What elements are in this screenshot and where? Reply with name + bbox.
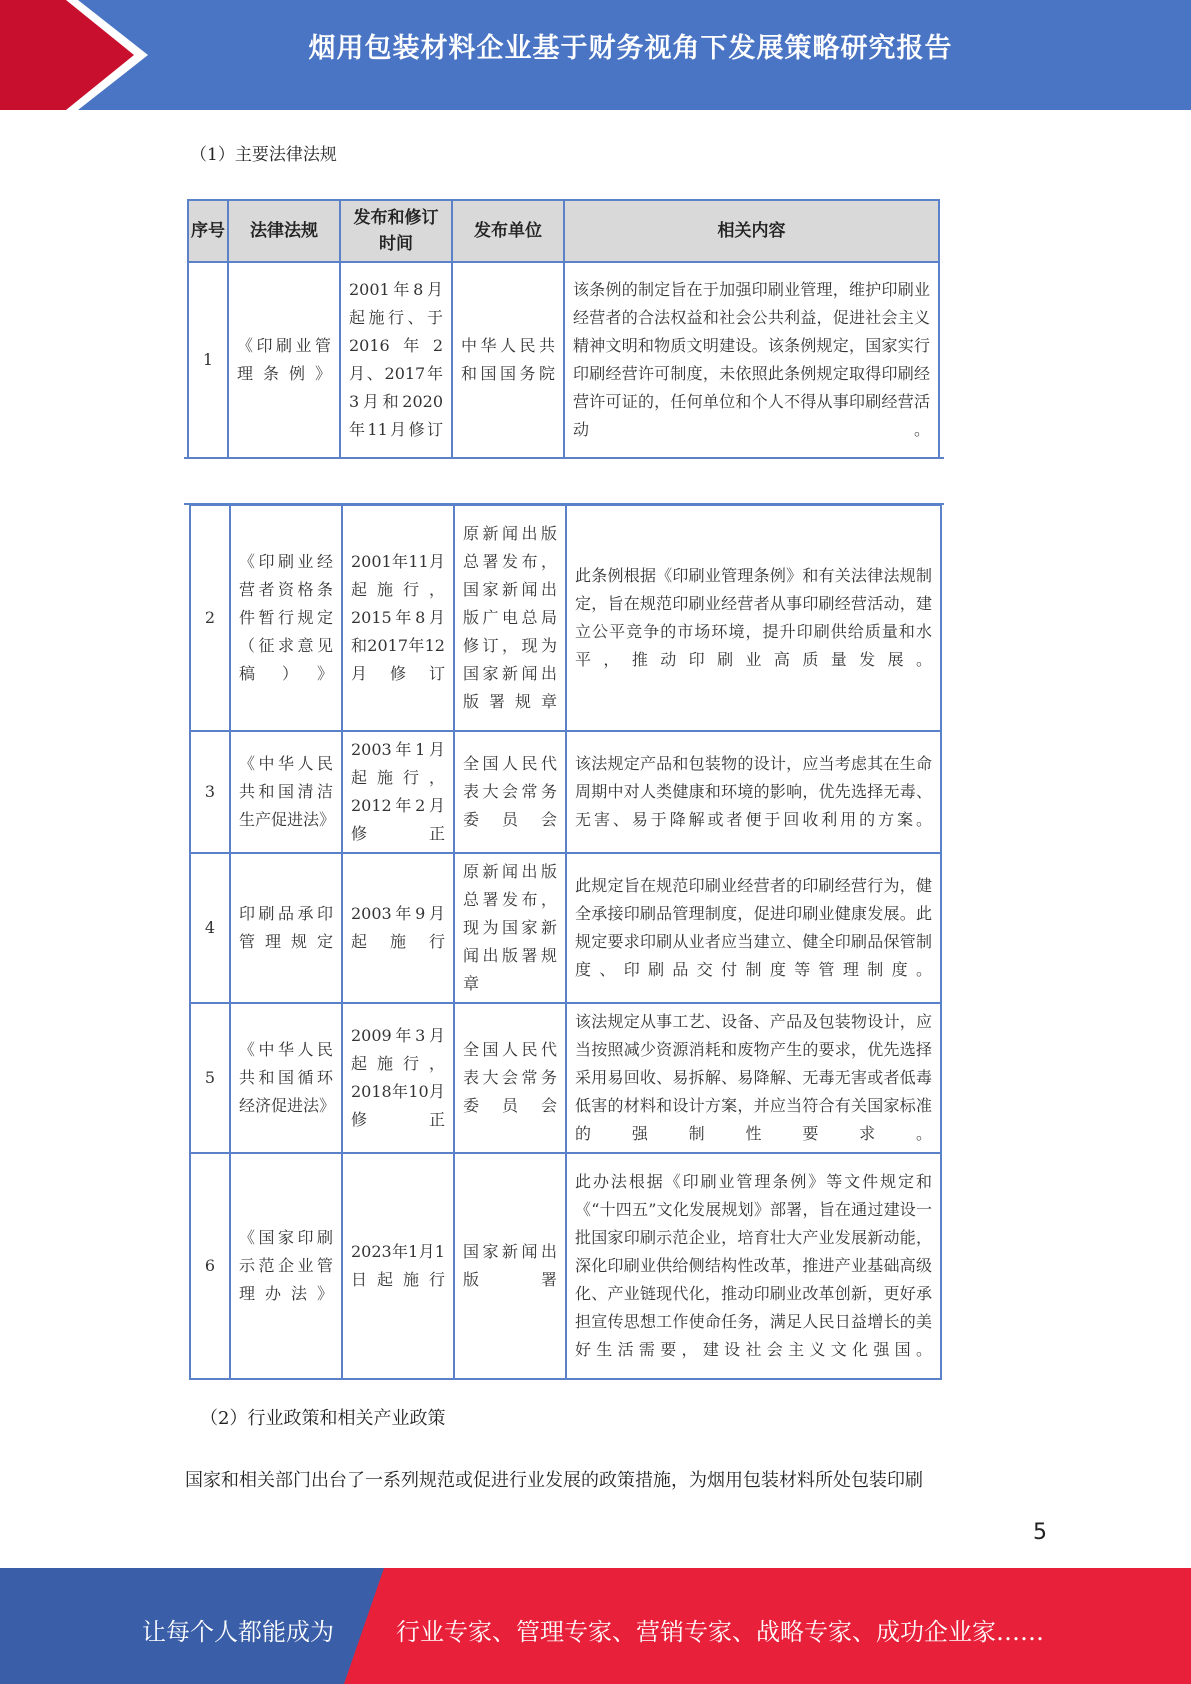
body-paragraph: 国家和相关部门出台了一系列规范或促进行业发展的政策措施，为烟用包装材料所处包装印刷	[185, 1470, 923, 1491]
row-law-name: 《印刷业经营者资格条件暂行规定（征求意见稿）》	[230, 505, 342, 731]
table-row	[190, 1153, 941, 1379]
table-row	[190, 1003, 941, 1153]
table-row	[190, 505, 941, 731]
row-number: 4	[190, 853, 230, 1003]
row-law-name: 《中华人民共和国清洁生产促进法》	[230, 731, 342, 853]
row-number: 3	[190, 731, 230, 853]
row-time: 2003年9月起施行	[342, 853, 454, 1003]
row-org: 全国人民代表大会常务委员会	[454, 1003, 566, 1153]
section-title-policies: （2）行业政策和相关产业政策	[200, 1408, 446, 1429]
row-time: 2009年3月起施行，2018年10月修正	[342, 1003, 454, 1153]
row-content: 该法规定产品和包装物的设计，应当考虑其在生命周期中对人类健康和环境的影响，优先选择无毒、无害、易于降解或者便于回收利用的方案。	[566, 731, 941, 853]
header-cell-time: 发布和修订时间	[340, 200, 452, 262]
row-org: 中华人民共和国国务院	[452, 262, 564, 458]
footer-slogan-right: 行业专家、管理专家、营销专家、战略专家、成功企业家……	[396, 1618, 1044, 1646]
page-header	[0, 0, 1191, 110]
laws-table-part2	[189, 504, 942, 1380]
row-law-name: 《国家印刷示范企业管理办法》	[230, 1153, 342, 1379]
row-org: 全国人民代表大会常务委员会	[454, 731, 566, 853]
row-org: 原新闻出版总署发布，国家新闻出版广电总局修订，现为国家新闻出版署规章	[454, 505, 566, 731]
table-row	[190, 853, 941, 1003]
row-time: 2001年11月起施行，2015年8月和2017年12月修订	[342, 505, 454, 731]
table-row	[188, 262, 939, 458]
row-time: 2023年1月1日起施行	[342, 1153, 454, 1379]
header-title: 烟用包装材料企业基于财务视角下发展策略研究报告	[308, 33, 953, 64]
row-number: 6	[190, 1153, 230, 1379]
row-content: 该条例的制定旨在于加强印刷业管理，维护印刷业经营者的合法权益和社会公共利益，促进社会主义精神文明和物质文明建设。该条例规定，国家实行印刷经营许可制度，未依照此条例规定取得印刷经营许可证的，任何单位和个人不得从事印刷经营活动。	[564, 262, 939, 458]
header-arrow-icon	[0, 0, 170, 110]
row-org: 原新闻出版总署发布，现为国家新闻出版署规章	[454, 853, 566, 1003]
table-page-rule	[184, 457, 944, 459]
row-time: 2001年8月起施行、于2016年2月、2017年3月和2020年11月修订	[340, 262, 452, 458]
section-title-laws: （1）主要法律法规	[190, 145, 337, 165]
header-cell-no: 序号	[188, 200, 228, 262]
footer-slogan-left: 让每个人都能成为	[142, 1618, 334, 1646]
row-law-name: 印刷品承印管理规定	[230, 853, 342, 1003]
header-cell-org: 发布单位	[452, 200, 564, 262]
table-row	[190, 731, 941, 853]
table-header-row	[188, 200, 939, 262]
row-law-name: 《中华人民共和国循环经济促进法》	[230, 1003, 342, 1153]
row-content: 该法规定从事工艺、设备、产品及包装物设计，应当按照减少资源消耗和废物产生的要求，优先选择采用易回收、易拆解、易降解、无毒无害或者低毒低害的材料和设计方案，并应当符合有关国家标准的强制性要求。	[566, 1003, 941, 1153]
row-content: 此条例根据《印刷业管理条例》和有关法律法规制定，旨在规范印刷业经营者从事印刷经营活动，建立公平竞争的市场环境，提升印刷供给质量和水平，推动印刷业高质量发展。	[566, 505, 941, 731]
row-org: 国家新闻出版署	[454, 1153, 566, 1379]
row-number: 5	[190, 1003, 230, 1153]
row-law-name: 《印刷业管理条例》	[228, 262, 340, 458]
row-time: 2003年1月起施行，2012年2月修正	[342, 731, 454, 853]
page-number: 5	[1033, 1520, 1047, 1545]
header-cell-content: 相关内容	[564, 200, 939, 262]
row-number: 2	[190, 505, 230, 731]
row-content: 此规定旨在规范印刷业经营者的印刷经营行为，健全承接印刷品管理制度，促进印刷业健康发展。此规定要求印刷从业者应当建立、健全印刷品保管制度、印刷品交付制度等管理制度。	[566, 853, 941, 1003]
laws-table-part1	[187, 199, 940, 459]
row-number: 1	[188, 262, 228, 458]
header-cell-name: 法律法规	[228, 200, 340, 262]
row-content: 此办法根据《印刷业管理条例》等文件规定和《“十四五”文化发展规划》部署，旨在通过建设一批国家印刷示范企业，培育壮大产业发展新动能，深化印刷业供给侧结构性改革，推进产业基础高级化、产业链现代化，推动印刷业改革创新，更好承担宣传思想工作使命任务，满足人民日益增长的美好生活需要，建设社会主义文化强国。	[566, 1153, 941, 1379]
